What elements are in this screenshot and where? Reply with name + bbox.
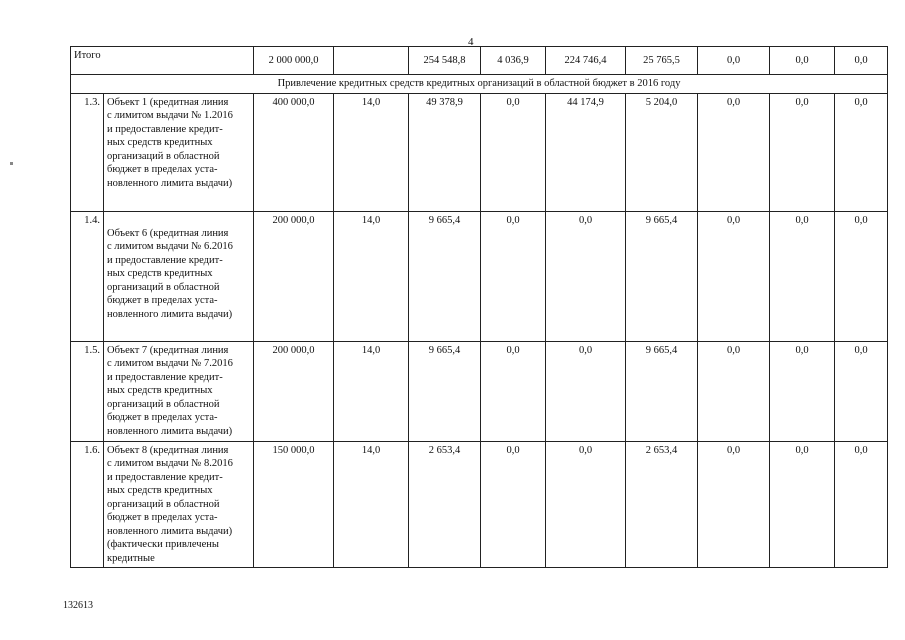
row-number: 1.3. xyxy=(71,93,104,211)
description-line: организаций в областной xyxy=(107,398,220,410)
row-number: 1.4. xyxy=(71,211,104,341)
description-line: с лимитом выдачи № 7.2016 xyxy=(107,358,233,369)
row-description xyxy=(104,441,254,568)
value-cell: 9 665,4 xyxy=(626,211,698,341)
total-cell xyxy=(334,47,409,75)
value-cell: 0,0 xyxy=(835,211,888,341)
description-line: Объект 7 (кредитная линия xyxy=(107,344,229,356)
value-cell: 0,0 xyxy=(770,211,835,341)
value-cell: 14,0 xyxy=(334,441,409,568)
description-line: новленного лимита выдачи) xyxy=(107,308,233,320)
description-line: бюджет в пределах уста- xyxy=(107,164,218,175)
value-cell: 0,0 xyxy=(546,341,626,441)
description-line: с лимитом выдачи № 6.2016 xyxy=(107,241,233,252)
description-line: с лимитом выдачи № 1.2016 xyxy=(107,110,233,121)
value-cell: 200 000,0 xyxy=(254,341,334,441)
row-description xyxy=(104,211,254,341)
value-cell: 14,0 xyxy=(334,93,409,211)
total-cell: 254 548,8 xyxy=(409,47,481,75)
value-cell: 0,0 xyxy=(698,211,770,341)
section-header: Привлечение кредитных средств кредитных организаций в областной бюджет в 2016 году xyxy=(71,75,888,94)
description-line: ных средств кредитных xyxy=(107,137,213,148)
value-cell: 0,0 xyxy=(770,93,835,211)
row-number: 1.5. xyxy=(71,341,104,441)
description-line: Объект 8 (кредитная линия xyxy=(107,444,229,456)
value-cell: 0,0 xyxy=(835,93,888,211)
description-line: новленного лимита выдачи) xyxy=(107,177,233,189)
description-line: организаций в областной xyxy=(107,281,220,293)
description-line: бюджет в пределах уста- xyxy=(107,412,218,423)
row-description xyxy=(104,93,254,211)
description-line: с лимитом выдачи № 8.2016 xyxy=(107,458,233,469)
row-description xyxy=(104,341,254,441)
table-row xyxy=(71,341,888,441)
description-line: бюджет в пределах уста- xyxy=(107,295,218,306)
total-cell: 25 765,5 xyxy=(626,47,698,75)
value-cell: 9 665,4 xyxy=(409,211,481,341)
value-cell: 0,0 xyxy=(546,211,626,341)
value-cell: 400 000,0 xyxy=(254,93,334,211)
total-cell: 224 746,4 xyxy=(546,47,626,75)
value-cell: 0,0 xyxy=(835,441,888,568)
value-cell: 9 665,4 xyxy=(409,341,481,441)
description-spacer xyxy=(107,214,250,227)
description-line: кредитные xyxy=(107,552,155,564)
value-cell: 150 000,0 xyxy=(254,441,334,568)
value-cell: 2 653,4 xyxy=(409,441,481,568)
value-cell: 0,0 xyxy=(770,441,835,568)
value-cell: 0,0 xyxy=(481,441,546,568)
description-line: и предоставление кредит- xyxy=(107,254,223,266)
scan-mark xyxy=(10,162,13,165)
description-line: и предоставление кредит- xyxy=(107,471,223,483)
value-cell: 5 204,0 xyxy=(626,93,698,211)
description-line: ных средств кредитных xyxy=(107,385,213,396)
value-cell: 0,0 xyxy=(481,341,546,441)
description-line: бюджет в пределах уста- xyxy=(107,512,218,523)
table-row xyxy=(71,211,888,341)
section-header-row xyxy=(71,75,888,94)
description-line: ных средств кредитных xyxy=(107,485,213,496)
total-row xyxy=(71,47,888,75)
description-line: (фактически привлечены xyxy=(107,539,219,550)
total-cell: 4 036,9 xyxy=(481,47,546,75)
value-cell: 0,0 xyxy=(770,341,835,441)
value-cell: 49 378,9 xyxy=(409,93,481,211)
description-line: и предоставление кредит- xyxy=(107,371,223,383)
total-cell: 0,0 xyxy=(770,47,835,75)
total-cell: 2 000 000,0 xyxy=(254,47,334,75)
value-cell: 200 000,0 xyxy=(254,211,334,341)
document-code: 132613 xyxy=(63,600,93,611)
value-cell: 0,0 xyxy=(698,441,770,568)
description-line: новленного лимита выдачи) xyxy=(107,425,233,437)
value-cell: 0,0 xyxy=(481,93,546,211)
value-cell: 0,0 xyxy=(835,341,888,441)
value-cell: 14,0 xyxy=(334,211,409,341)
description-line: ных средств кредитных xyxy=(107,268,213,279)
value-cell: 0,0 xyxy=(546,441,626,568)
description-line: Объект 1 (кредитная линия xyxy=(107,96,229,108)
table-row xyxy=(71,441,888,568)
page-number: 4 xyxy=(468,36,474,48)
description-line: и предоставление кредит- xyxy=(107,123,223,135)
value-cell: 0,0 xyxy=(698,341,770,441)
value-cell: 14,0 xyxy=(334,341,409,441)
value-cell: 44 174,9 xyxy=(546,93,626,211)
total-cell: 0,0 xyxy=(698,47,770,75)
value-cell: 9 665,4 xyxy=(626,341,698,441)
table-row xyxy=(71,93,888,211)
value-cell: 2 653,4 xyxy=(626,441,698,568)
budget-table xyxy=(70,46,888,568)
value-cell: 0,0 xyxy=(698,93,770,211)
description-line: организаций в областной xyxy=(107,150,220,162)
value-cell: 0,0 xyxy=(481,211,546,341)
description-line: организаций в областной xyxy=(107,498,220,510)
total-label: Итого xyxy=(71,47,254,75)
row-number: 1.6. xyxy=(71,441,104,568)
description-line: Объект 6 (кредитная линия xyxy=(107,227,229,239)
description-line: новленного лимита выдачи) xyxy=(107,525,233,537)
total-cell: 0,0 xyxy=(835,47,888,75)
